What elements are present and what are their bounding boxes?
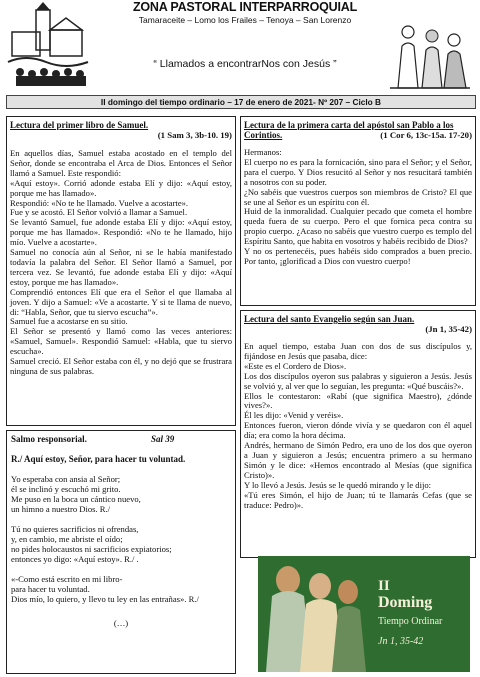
reading-paragraph: «Tú eres Simón, el hijo de Juan; tú te llamarás Cefas (que se traduce: Pedro)». xyxy=(244,489,472,510)
reading-paragraph: En aquellos días, Samuel estaba acostado en el templo del Señor, donde se encontraba el Arca de Dios. Entonces el Señor llamó a Samuel. Este respondió: xyxy=(10,148,232,178)
psalm-box xyxy=(6,430,236,674)
reading-paragraph: Hermanos: xyxy=(244,147,282,157)
cover-number: II xyxy=(378,578,390,594)
parishes-subtitle: Tamaraceite – Lomo los Frailes – Tenoya – San Lorenzo xyxy=(138,15,352,25)
psalm-line: Tú no quieres sacrificios ni ofrendas, xyxy=(11,524,139,534)
psalm-line: entonces yo digo: «Aquí estoy». R./ . xyxy=(11,554,139,564)
second-reading-ref: (1 Cor 6, 13c-15a. 17-20) xyxy=(380,130,472,140)
reading-paragraph: Y lo llevó a Jesús. Jesús se le quedó mirando y le dijo: xyxy=(244,479,432,490)
psalm-line: no pides holocaustos ni sacrificios expiatorios; xyxy=(11,544,172,554)
psalm-line xyxy=(11,564,231,574)
psalm-response: R./ Aquí estoy, Señor, para hacer tu voluntad. xyxy=(11,454,186,464)
psalm-title: Salmo responsorial. xyxy=(11,434,87,444)
psalm-line: Dios mío, lo quiero, y llevo tu ley en las entrañas». R./ xyxy=(11,594,199,604)
jesus-disciples-painting-icon xyxy=(258,556,470,672)
psalm-line: Yo esperaba con ansia al Señor; xyxy=(11,474,121,484)
reading-paragraph: El cuerpo no es para la fornicación, sino para el Señor; y el Señor, para el cuerpo. Y Dios resucitó al Señor y nos resucitará también a nosotros con su poder. xyxy=(244,156,472,187)
reading-paragraph: Se levantó Samuel, fue adonde estaba Elí y dijo: «Aquí estoy, porque me has llamado». Respondió: «No te he llamado, hijo mío. Vuelve a acostarte». xyxy=(10,217,232,248)
disciples-sketch-icon xyxy=(388,18,472,90)
reading-paragraph: Él les dijo: «Venid y veréis». xyxy=(244,410,344,421)
psalm-line: un himno a nuestro Dios. R./ xyxy=(11,504,111,514)
reading-paragraph: El Señor se presentó y llamó como las veces anteriores: «Samuel, Samuel». Respondió Samuel: «Habla, que tu siervo escucha». xyxy=(10,326,232,357)
reading-paragraph: «Este es el Cordero de Dios». xyxy=(244,360,347,371)
psalm-line: él se inclinó y escuchó mi grito. xyxy=(11,484,121,494)
psalm-line: «-Como está escrito en mi libro- xyxy=(11,574,123,584)
sunday-date-bar: II domingo del tiempo ordinario – 17 de enero de 2021- Nº 207 – Ciclo B xyxy=(6,95,476,109)
reading-paragraph: Huid de la inmoralidad. Cualquier pecado que cometa el hombre queda fuera de su cuerpo. Pero el que fornica peca contra su propio cuerpo. ¿Acaso no sabéis que vuestro cuerpo es templo del Espíritu Santo, que habita en vosotros y habéis recibido de Dios? xyxy=(244,206,472,247)
first-reading-box xyxy=(6,116,236,426)
reading-paragraph: Samuel fue a acostarse en su sitio. xyxy=(10,316,128,327)
psalm-line: y, en cambio, me abriste el oído; xyxy=(11,534,123,544)
reading-paragraph: «Aquí estoy». Corrió adonde estaba Elí y dijo: «Aquí estoy, porque me has llamado». xyxy=(10,177,232,198)
reading-paragraph: Comprendió entonces Elí que era el Señor el que llamaba al joven. Y dijo a Samuel: «Ve a acostarte. Y si te llama de nuevo, di: “Habla, Señor, que tu siervo escucha”». xyxy=(10,286,232,317)
psalm-line: Me puso en la boca un cántico nuevo, xyxy=(11,494,141,504)
cover-sunday: Doming xyxy=(378,594,433,611)
reading-paragraph: Ellos le contestaron: «Rabí (que significa Maestro), ¿dónde vives?». xyxy=(244,390,472,411)
reading-paragraph: Samuel no conocía aún al Señor, ni se le había manifestado todavía la palabra del Señor. El Señor llamó a Samuel, por tercera vez. Se levantó, fue adonde estaba Elí y dijo: «Aquí estoy, porque me has llamado». xyxy=(10,247,232,287)
psalm-ref: Sal 39 xyxy=(151,434,175,444)
first-reading-title: Lectura del primer libro de Samuel. xyxy=(10,120,149,130)
first-reading-ref: (1 Sam 3, 3b-10. 19) xyxy=(157,130,232,140)
reading-paragraph: Los dos discípulos oyeron sus palabras y siguieron a Jesús. Jesús se volvió y, al ver que lo seguían, les pregunta: «Qué buscáis?». xyxy=(244,370,472,391)
reading-paragraph: Entonces fueron, vieron dónde vivía y se quedaron con él aquel día; era como la hora décima. xyxy=(244,420,472,441)
jesus-disciples-sketch xyxy=(388,18,472,90)
sunday-cover-image xyxy=(258,556,470,672)
reading-paragraph: Respondió: «No te he llamado. Vuelve a acostarte». xyxy=(10,197,189,208)
reading-paragraph: Andrés, hermano de Simón Pedro, era uno de los dos que oyeron a Juan y siguieron a Jesús; encuentra primero a su hermano Simón y le dice: «Hemos encontrado al Mesías (que significa Cristo)». xyxy=(244,440,472,480)
motto: “ Llamados a encontrarNos con Jesús ” xyxy=(153,58,337,70)
church-illustration-icon xyxy=(6,2,92,90)
psalm-ellipsis: (…) xyxy=(113,618,129,628)
gospel-box xyxy=(240,310,476,558)
second-reading-title: Lectura de la primera carta del apóstol san Pablo a los Corintios. xyxy=(244,120,454,140)
cover-time: Tiempo Ordinar xyxy=(378,616,443,627)
psalm-line: para hacer tu voluntad. xyxy=(11,584,90,594)
reading-paragraph: En aquel tiempo, estaba Juan con dos de sus discípulos y, fijándose en Jesús que pasaba, dice: xyxy=(244,341,472,361)
gospel-title: Lectura del santo Evangelio según san Juan. xyxy=(244,314,415,324)
gospel-ref: (Jn 1, 35-42) xyxy=(425,324,472,334)
second-reading-box xyxy=(240,116,476,306)
zone-title: ZONA PASTORAL INTERPARROQUIAL xyxy=(132,0,358,14)
psalm-line xyxy=(11,514,231,524)
church-logo xyxy=(6,2,92,90)
cover-reference: Jn 1, 35-42 xyxy=(378,636,424,647)
reading-paragraph: ¿No sabéis que vuestros cuerpos son miembros de Cristo? El que se une al Señor es un espíritu con él. xyxy=(244,186,472,207)
reading-paragraph: Fue y se acostó. El Señor volvió a llamar a Samuel. xyxy=(10,207,188,218)
reading-paragraph: Y no os pertenecéis, pues habéis sido comprados a buen precio. Por tanto, ¡glorificad a Dios con vuestro cuerpo! xyxy=(244,246,472,266)
reading-paragraph: Samuel creció. El Señor estaba con él, y no dejó que se frustrara ninguna de sus palabras. xyxy=(10,356,232,376)
